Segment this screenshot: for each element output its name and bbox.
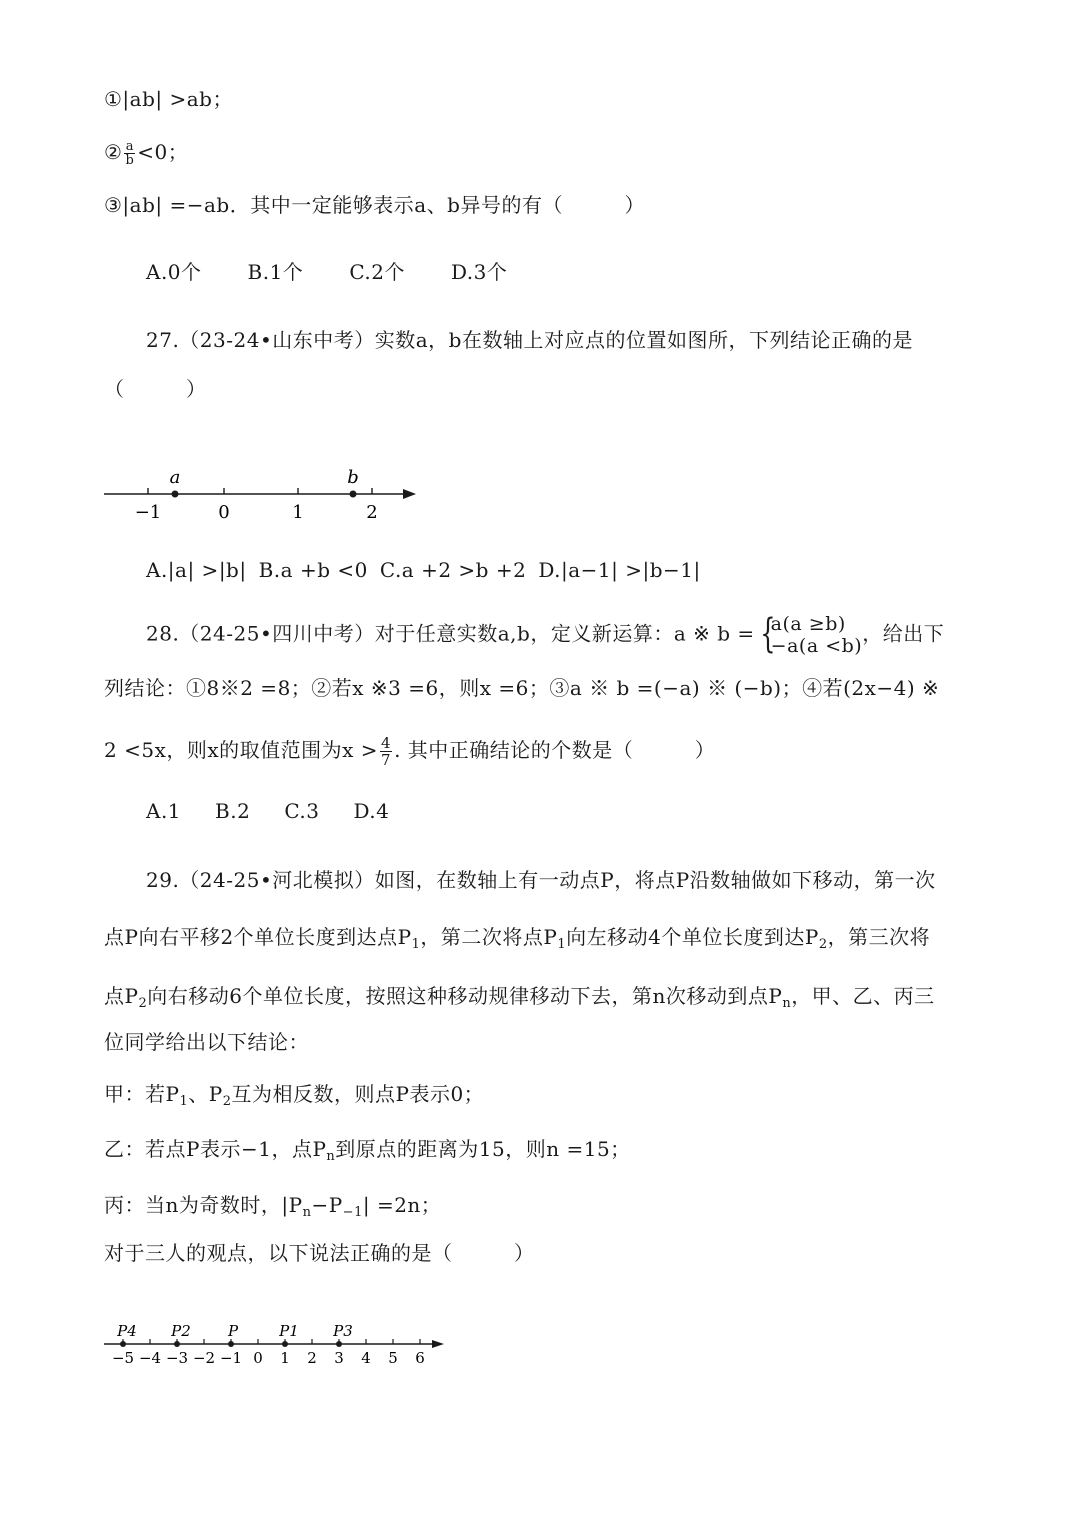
q27-number-line [100, 462, 430, 524]
q27-options [146, 558, 713, 582]
subscript: n [302, 1205, 312, 1220]
fraction-denominator: b [125, 153, 135, 168]
tick-label: −3 [165, 1349, 189, 1367]
point-p-dot [228, 1341, 234, 1347]
text-run: 点P [104, 984, 139, 1008]
point-p2-dot [174, 1341, 180, 1347]
text-run: 丙：当n为奇数时，|P [104, 1193, 303, 1217]
tick-label: −5 [111, 1349, 135, 1367]
q28-option-b[interactable]: B.2 [215, 799, 251, 823]
q29-stem-line1: 29.（24-25•河北模拟）如图，在数轴上有一动点P，将点P沿数轴做如下移动，第一次 [146, 868, 936, 892]
text-run: 互为相反数，则点P表示0； [231, 1082, 485, 1106]
q29-stem-line2 [104, 925, 930, 957]
statement-3: ③|ab| =−ab．其中一定能够表示a、b异号的有（ ） [104, 193, 645, 217]
q28-case-1: a(a ≥b) [770, 613, 846, 635]
tick-label: 6 [415, 1349, 425, 1367]
tick-label: 5 [388, 1349, 398, 1367]
point-p3-label: P3 [333, 1322, 353, 1340]
point-p1-dot [282, 1341, 288, 1347]
text-run: 、P [188, 1082, 223, 1106]
q28-stem-start: 28.（24-25•四川中考）对于任意实数a,b，定义新运算：a ※ b = [146, 621, 755, 646]
q27-option-a[interactable]: A.|a| >|b| [146, 558, 247, 582]
fraction-4-over-7 [380, 735, 392, 768]
tick-label: 2 [366, 502, 378, 523]
point-p3-dot [336, 1341, 342, 1347]
point-p2-label: P2 [171, 1322, 191, 1340]
q29-question: 对于三人的观点，以下说法正确的是（ ） [104, 1241, 535, 1265]
axis-arrow [403, 489, 416, 499]
subscript: 2 [138, 996, 148, 1011]
q28-option-c[interactable]: C.3 [284, 799, 320, 823]
q28-case-2: −a(a <b) [770, 635, 863, 657]
text-run: 乙：若点P表示−1，点P [104, 1137, 327, 1161]
text-run: ，甲、乙、丙三 [791, 984, 935, 1008]
tick-label: 0 [253, 1349, 263, 1367]
tick-label: 1 [280, 1349, 290, 1367]
fraction-numerator: a [125, 139, 134, 154]
q29-statement-jia [104, 1082, 484, 1114]
q27-option-d[interactable]: D.|a−1| >|b−1| [538, 558, 701, 582]
tick-label: −1 [134, 502, 162, 523]
q27-answer-paren: （ ） [104, 377, 207, 401]
q28-stem-line1 [146, 613, 944, 657]
text-run: | =2n； [362, 1193, 442, 1217]
q27-option-c[interactable]: C.a +2 >b +2 [379, 558, 527, 582]
statement-2-tail: <0； [137, 140, 189, 164]
q28-brace: { [759, 611, 776, 657]
tick-label: 1 [292, 502, 304, 523]
statement-2-marker: ② [104, 140, 123, 164]
tick-label: 0 [218, 502, 230, 523]
q26-option-a[interactable]: A.0个 [146, 260, 202, 284]
tick-label: 2 [307, 1349, 317, 1367]
text-run: 点P向右平移2个单位长度到达点P [104, 925, 412, 949]
subscript: n [326, 1149, 336, 1164]
q26-options [146, 260, 553, 284]
q28-stem-line2: 列结论：①8※2 =8；②若x ※3 =6，则x =6；③a ※ b =(−a) ※ (−b)；④若(2x−4) ※ [104, 676, 940, 700]
subscript: 1 [557, 937, 567, 952]
fraction-a-over-b [124, 140, 135, 167]
point-p4-dot [120, 1341, 126, 1347]
q28-stem-end: ，给出下 [862, 621, 945, 646]
fraction-denominator: 7 [381, 751, 392, 769]
q26-option-d[interactable]: D.3个 [450, 260, 508, 284]
q26-option-b[interactable]: B.1个 [247, 260, 304, 284]
q29-stem-line4: 位同学给出以下结论： [104, 1030, 309, 1054]
subscript: 2 [818, 937, 828, 952]
q29-number-line [100, 1316, 450, 1372]
text-run: 向左移动4个单位长度到达P [566, 925, 819, 949]
q27-option-b[interactable]: B.a +b <0 [258, 558, 368, 582]
point-b-label: b [347, 467, 359, 488]
q28-piecewise [755, 613, 863, 657]
point-p-label: P [227, 1322, 239, 1340]
text-run: ，第二次将点P [420, 925, 558, 949]
tick-label: −2 [192, 1349, 216, 1367]
text-run: −P [311, 1193, 343, 1217]
statement-2 [104, 140, 188, 167]
point-b-dot [350, 491, 357, 498]
q28-option-a[interactable]: A.1 [146, 799, 182, 823]
q28-option-d[interactable]: D.4 [353, 799, 390, 823]
text-run: 到原点的距离为15，则n =15； [335, 1137, 631, 1161]
point-a-label: a [169, 467, 181, 488]
text-run: 向右移动6个单位长度，按照这种移动规律移动下去，第n次移动到点P [147, 984, 783, 1008]
tick-label: −1 [219, 1349, 243, 1367]
q29-statement-bing [104, 1193, 441, 1225]
q29-statement-yi [104, 1137, 631, 1169]
q28-line3-start: 2 <5x，则x的取值范围为x > [104, 738, 379, 762]
q28-line3-end: . 其中正确结论的个数是（ ） [394, 738, 716, 762]
q28-options [146, 799, 423, 823]
tick-label: 4 [361, 1349, 371, 1367]
point-p1-label: P1 [279, 1322, 299, 1340]
point-p4-label: P4 [117, 1322, 137, 1340]
subscript: 1 [411, 937, 421, 952]
point-a-dot [172, 491, 179, 498]
tick-label: 3 [334, 1349, 344, 1367]
subscript: n [782, 996, 792, 1011]
q28-stem-line3 [104, 735, 715, 768]
tick-label: −4 [138, 1349, 162, 1367]
statement-1: ①|ab| >ab； [104, 87, 233, 111]
fraction-numerator: 4 [381, 734, 392, 752]
subscript: −1 [342, 1205, 363, 1220]
subscript: 1 [179, 1094, 189, 1109]
q26-option-c[interactable]: C.2个 [349, 260, 405, 284]
q27-stem: 27.（23-24•山东中考）实数a，b在数轴上对应点的位置如图所，下列结论正确的是 [146, 328, 913, 352]
axis-arrow [432, 1340, 444, 1348]
q29-stem-line3 [104, 984, 935, 1016]
text-run: ，第三次将 [827, 925, 931, 949]
text-run: 甲：若P [104, 1082, 180, 1106]
subscript: 2 [222, 1094, 232, 1109]
